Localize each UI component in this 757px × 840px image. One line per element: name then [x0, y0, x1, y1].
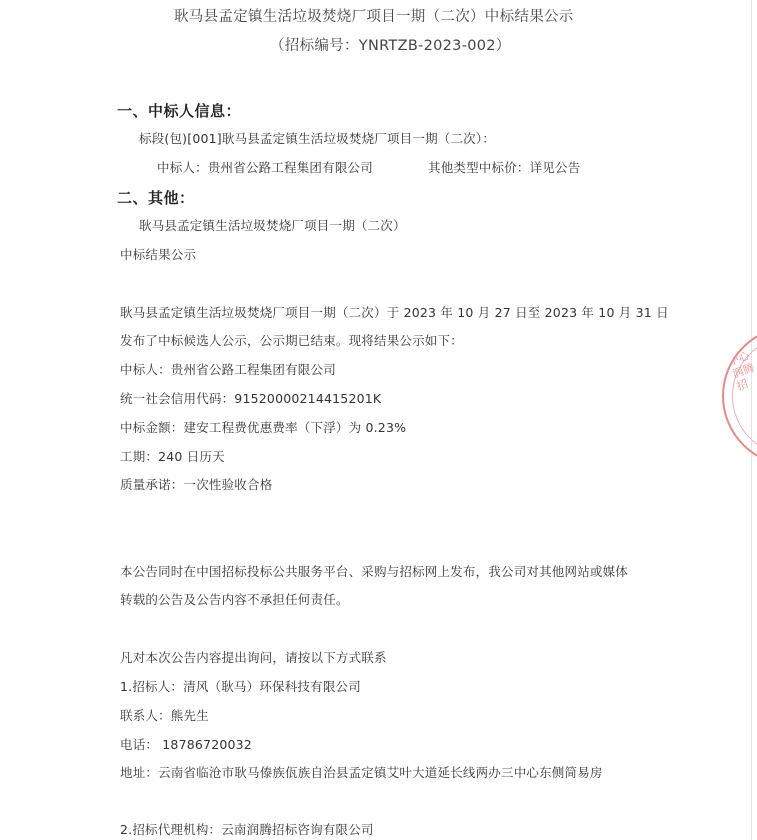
winner-name: 贵州省公路工程集团有限公司	[207, 160, 373, 175]
quality-commitment: 质量承诺：一次性验收合格	[120, 477, 273, 492]
project-line: 耿马县孟定镇生活垃圾焚烧厂项目一期（二次）	[139, 218, 406, 233]
contact-person: 联系人：熊先生	[120, 708, 209, 723]
winner-row	[157, 158, 373, 176]
price-row	[428, 158, 580, 176]
bid-amount: 中标金额：建安工程费优惠费率（下浮）为 0.23%	[120, 420, 407, 435]
company-seal-stamp	[722, 326, 757, 466]
publish-line-2: 转载的公告及公告内容不承担任何责任。	[120, 592, 349, 607]
bidding-agency: 2.招标代理机构：云南润腾招标咨询有限公司	[120, 822, 374, 837]
construction-period: 工期：240 日历天	[120, 449, 225, 464]
seal-text: 中心润腾招	[726, 348, 756, 393]
winner-label: 中标人：	[157, 160, 208, 175]
intro-line-2: 发布了中标候选人公示，公示期已结束。现将结果公示如下：	[120, 333, 463, 348]
result-winner: 中标人：贵州省公路工程集团有限公司	[120, 362, 336, 377]
notice-title: 耿马县孟定镇生活垃圾焚烧厂项目一期（二次）中标结果公示	[174, 9, 574, 25]
price-label: 其他类型中标价：	[428, 160, 530, 175]
section1-heading: 一、中标人信息：	[117, 102, 242, 120]
price-value: 详见公告	[529, 160, 581, 175]
lot-line: 标段(包)[001]耿马县孟定镇生活垃圾焚烧厂项目一期（二次）：	[139, 131, 496, 146]
contact-address: 地址：云南省临沧市耿马傣族佤族自治县孟定镇艾叶大道延长线两办三中心东侧简易房	[120, 765, 603, 780]
contact-intro: 凡对本次公告内容提出询问，请按以下方式联系	[120, 650, 387, 665]
publish-line-1: 本公告同时在中国招标投标公共服务平台、采购与招标网上发布，我公司对其他网站或媒体	[120, 564, 629, 579]
contact-phone: 电话： 18786720032	[120, 737, 252, 752]
tenderer: 1.招标人：清风（耿马）环保科技有限公司	[120, 679, 361, 694]
credit-code: 统一社会信用代码：91520000214415201K	[120, 391, 382, 406]
intro-line-1: 耿马县孟定镇生活垃圾焚烧厂项目一期（二次）于 2023 年 10 月 27 日至 2023 年 10 月 31 日	[120, 305, 669, 320]
section2-heading: 二、其他：	[117, 189, 195, 207]
result-title: 中标结果公示	[120, 247, 197, 262]
bid-number: （招标编号：YNRTZB-2023-002）	[270, 38, 511, 54]
